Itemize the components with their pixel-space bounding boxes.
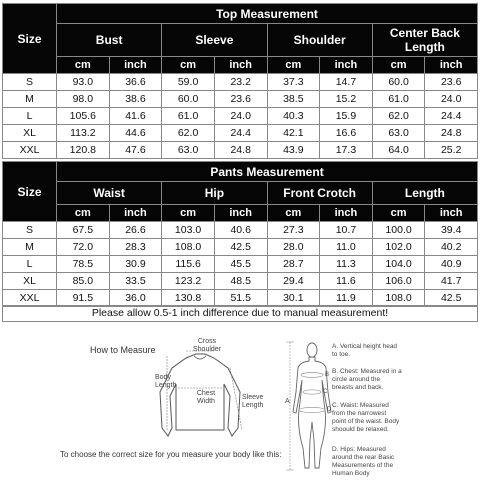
measurement-cell: 24.0 [425,91,478,108]
measurement-cell: 63.0 [372,125,425,142]
measurement-cell: 23.2 [214,74,267,91]
measurement-cell: 14.7 [320,74,373,91]
measurement-cell: 130.8 [162,290,215,307]
measurement-cell: 59.0 [162,74,215,91]
pants-measurement-table [2,161,478,307]
table-row [3,256,478,273]
size-cell: XL [3,125,57,142]
measurement-cell: 91.5 [57,290,110,307]
measurement-cell: 10.7 [320,222,373,239]
cross-shoulder-label: Cross Shoulder [192,338,222,353]
bust-header: Bust [57,24,162,57]
table-row [3,222,478,239]
measurement-cell: 42.5 [214,239,267,256]
front-crotch-header: Front Crotch [267,182,372,205]
size-cell: S [3,74,57,91]
unit-header: inch [320,57,373,74]
measurement-cell: 102.0 [372,239,425,256]
measurement-cell: 42.5 [425,290,478,307]
measurement-cell: 28.3 [109,239,162,256]
unit-header: cm [267,57,320,74]
measurement-cell: 103.0 [162,222,215,239]
size-cell: XXL [3,290,57,307]
measurement-cell: 41.7 [425,273,478,290]
measurement-cell: 43.9 [267,142,320,159]
measurement-cell: 17.3 [320,142,373,159]
measurement-cell: 27.3 [267,222,320,239]
legend-a: A. Vertical height head to toe. [332,343,398,358]
measurement-cell: 36.6 [109,74,162,91]
size-cell: M [3,91,57,108]
measurement-cell: 23.6 [214,91,267,108]
table-row [3,108,478,125]
unit-header: inch [109,57,162,74]
measurement-cell: 11.9 [320,290,373,307]
measurement-cell: 41.6 [109,108,162,125]
measurement-cell: 64.0 [372,142,425,159]
shoulder-header: Shoulder [267,24,372,57]
measurement-cell: 60.0 [372,74,425,91]
measurement-cell: 61.0 [372,91,425,108]
table-row [3,125,478,142]
measurement-cell: 104.0 [372,256,425,273]
measurement-cell: 108.0 [372,290,425,307]
measurement-cell: 63.0 [162,142,215,159]
how-to-measure-title: How to Measure [90,345,156,355]
body-length-label: Body Length [155,374,177,389]
measurement-cell: 72.0 [57,239,110,256]
measurement-cell: 11.3 [320,256,373,273]
measurement-cell: 26.6 [109,222,162,239]
pants-table-title: Pants Measurement [57,162,478,182]
table-row [3,273,478,290]
measurement-cell: 33.5 [109,273,162,290]
measurement-cell: 93.0 [57,74,110,91]
size-cell: M [3,239,57,256]
top-measurement-table [2,3,478,159]
measurement-cell: 51.5 [214,290,267,307]
measurement-cell: 40.2 [425,239,478,256]
measurement-cell: 24.8 [425,125,478,142]
measurement-cell: 115.6 [162,256,215,273]
measurement-cell: 28.7 [267,256,320,273]
measurement-cell: 38.5 [267,91,320,108]
unit-header: inch [109,205,162,222]
unit-header: inch [425,205,478,222]
measurement-cell: 11.6 [320,273,373,290]
table-row [3,239,478,256]
chest-width-label: Chest Width [196,390,216,405]
size-cell: L [3,108,57,125]
measurement-cell: 40.9 [425,256,478,273]
unit-header: inch [214,57,267,74]
top-table-title: Top Measurement [57,4,478,24]
measurement-cell: 40.3 [267,108,320,125]
hip-header: Hip [162,182,267,205]
unit-header: cm [57,205,110,222]
measurement-cell: 85.0 [57,273,110,290]
unit-header: cm [372,57,425,74]
measurement-cell: 105.6 [57,108,110,125]
measurement-cell: 24.8 [214,142,267,159]
legend-c: C. Waist: Measured from the narrowest point of the waist. Body shoould be relaxed. [332,402,400,433]
measurement-cell: 113.2 [57,125,110,142]
measurement-cell: 15.9 [320,108,373,125]
measurement-cell: 38.6 [109,91,162,108]
measurement-cell: 100.0 [372,222,425,239]
size-header: Size [3,162,57,222]
figure-head [307,343,317,357]
measurement-cell: 40.6 [214,222,267,239]
measurement-cell: 60.0 [162,91,215,108]
size-cell: S [3,222,57,239]
measurement-cell: 78.5 [57,256,110,273]
size-cell: L [3,256,57,273]
measurement-cell: 61.0 [162,108,215,125]
measurement-cell: 23.6 [425,74,478,91]
size-cell: XL [3,273,57,290]
measurement-cell: 98.0 [57,91,110,108]
sleeve-length-label: Sleeve Length [242,394,264,409]
measurement-cell: 42.1 [267,125,320,142]
measurement-cell: 47.6 [109,142,162,159]
measurement-cell: 24.4 [214,125,267,142]
legend-b: B. Chest: Measured in a circle around the breasts and back. [332,368,402,391]
center-back-length-header: Center Back Length [372,24,477,57]
unit-header: cm [57,57,110,74]
table-row [3,74,478,91]
measurement-cell: 123.2 [162,273,215,290]
measurement-cell: 106.0 [372,273,425,290]
measurement-cell: 16.6 [320,125,373,142]
measurement-cell: 67.5 [57,222,110,239]
waist-header: Waist [57,182,162,205]
unit-header: cm [162,205,215,222]
measurement-cell: 24.0 [214,108,267,125]
measurement-note: Please allow 0.5-1 inch difference due to manual measurement! [2,305,478,322]
measurement-cell: 30.1 [267,290,320,307]
table-row [3,290,478,307]
table-row [3,91,478,108]
marker-b: B [325,372,330,378]
length-header: Length [372,182,477,205]
measurement-cell: 120.8 [57,142,110,159]
unit-header: cm [162,57,215,74]
measurement-cell: 62.0 [372,108,425,125]
unit-header: cm [372,205,425,222]
marker-c: C [323,389,328,395]
table-row [3,142,478,159]
measurement-cell: 48.5 [214,273,267,290]
measurement-cell: 36.0 [109,290,162,307]
size-header: Size [3,4,57,74]
legend-d: D. Hips: Measured around the rear Basic Measurements of the Human Body [332,446,395,477]
measurement-cell: 45.5 [214,256,267,273]
sleeve-header: Sleeve [162,24,267,57]
unit-header: inch [214,205,267,222]
instruction-text: To choose the correct size for you measure your body like this: [60,450,282,459]
unit-header: inch [320,205,373,222]
unit-header: cm [267,205,320,222]
marker-a: A [285,398,290,405]
size-cell: XXL [3,142,57,159]
measurement-cell: 29.4 [267,273,320,290]
measurement-cell: 15.2 [320,91,373,108]
measurement-cell: 30.9 [109,256,162,273]
measurement-cell: 62.0 [162,125,215,142]
measurement-cell: 11.0 [320,239,373,256]
measurement-cell: 37.3 [267,74,320,91]
measurement-cell: 39.4 [425,222,478,239]
measurement-cell: 25.2 [425,142,478,159]
measurement-cell: 28.0 [267,239,320,256]
measurement-cell: 24.4 [425,108,478,125]
marker-d: D [327,407,332,413]
measurement-cell: 44.6 [109,125,162,142]
measurement-cell: 108.0 [162,239,215,256]
unit-header: inch [425,57,478,74]
